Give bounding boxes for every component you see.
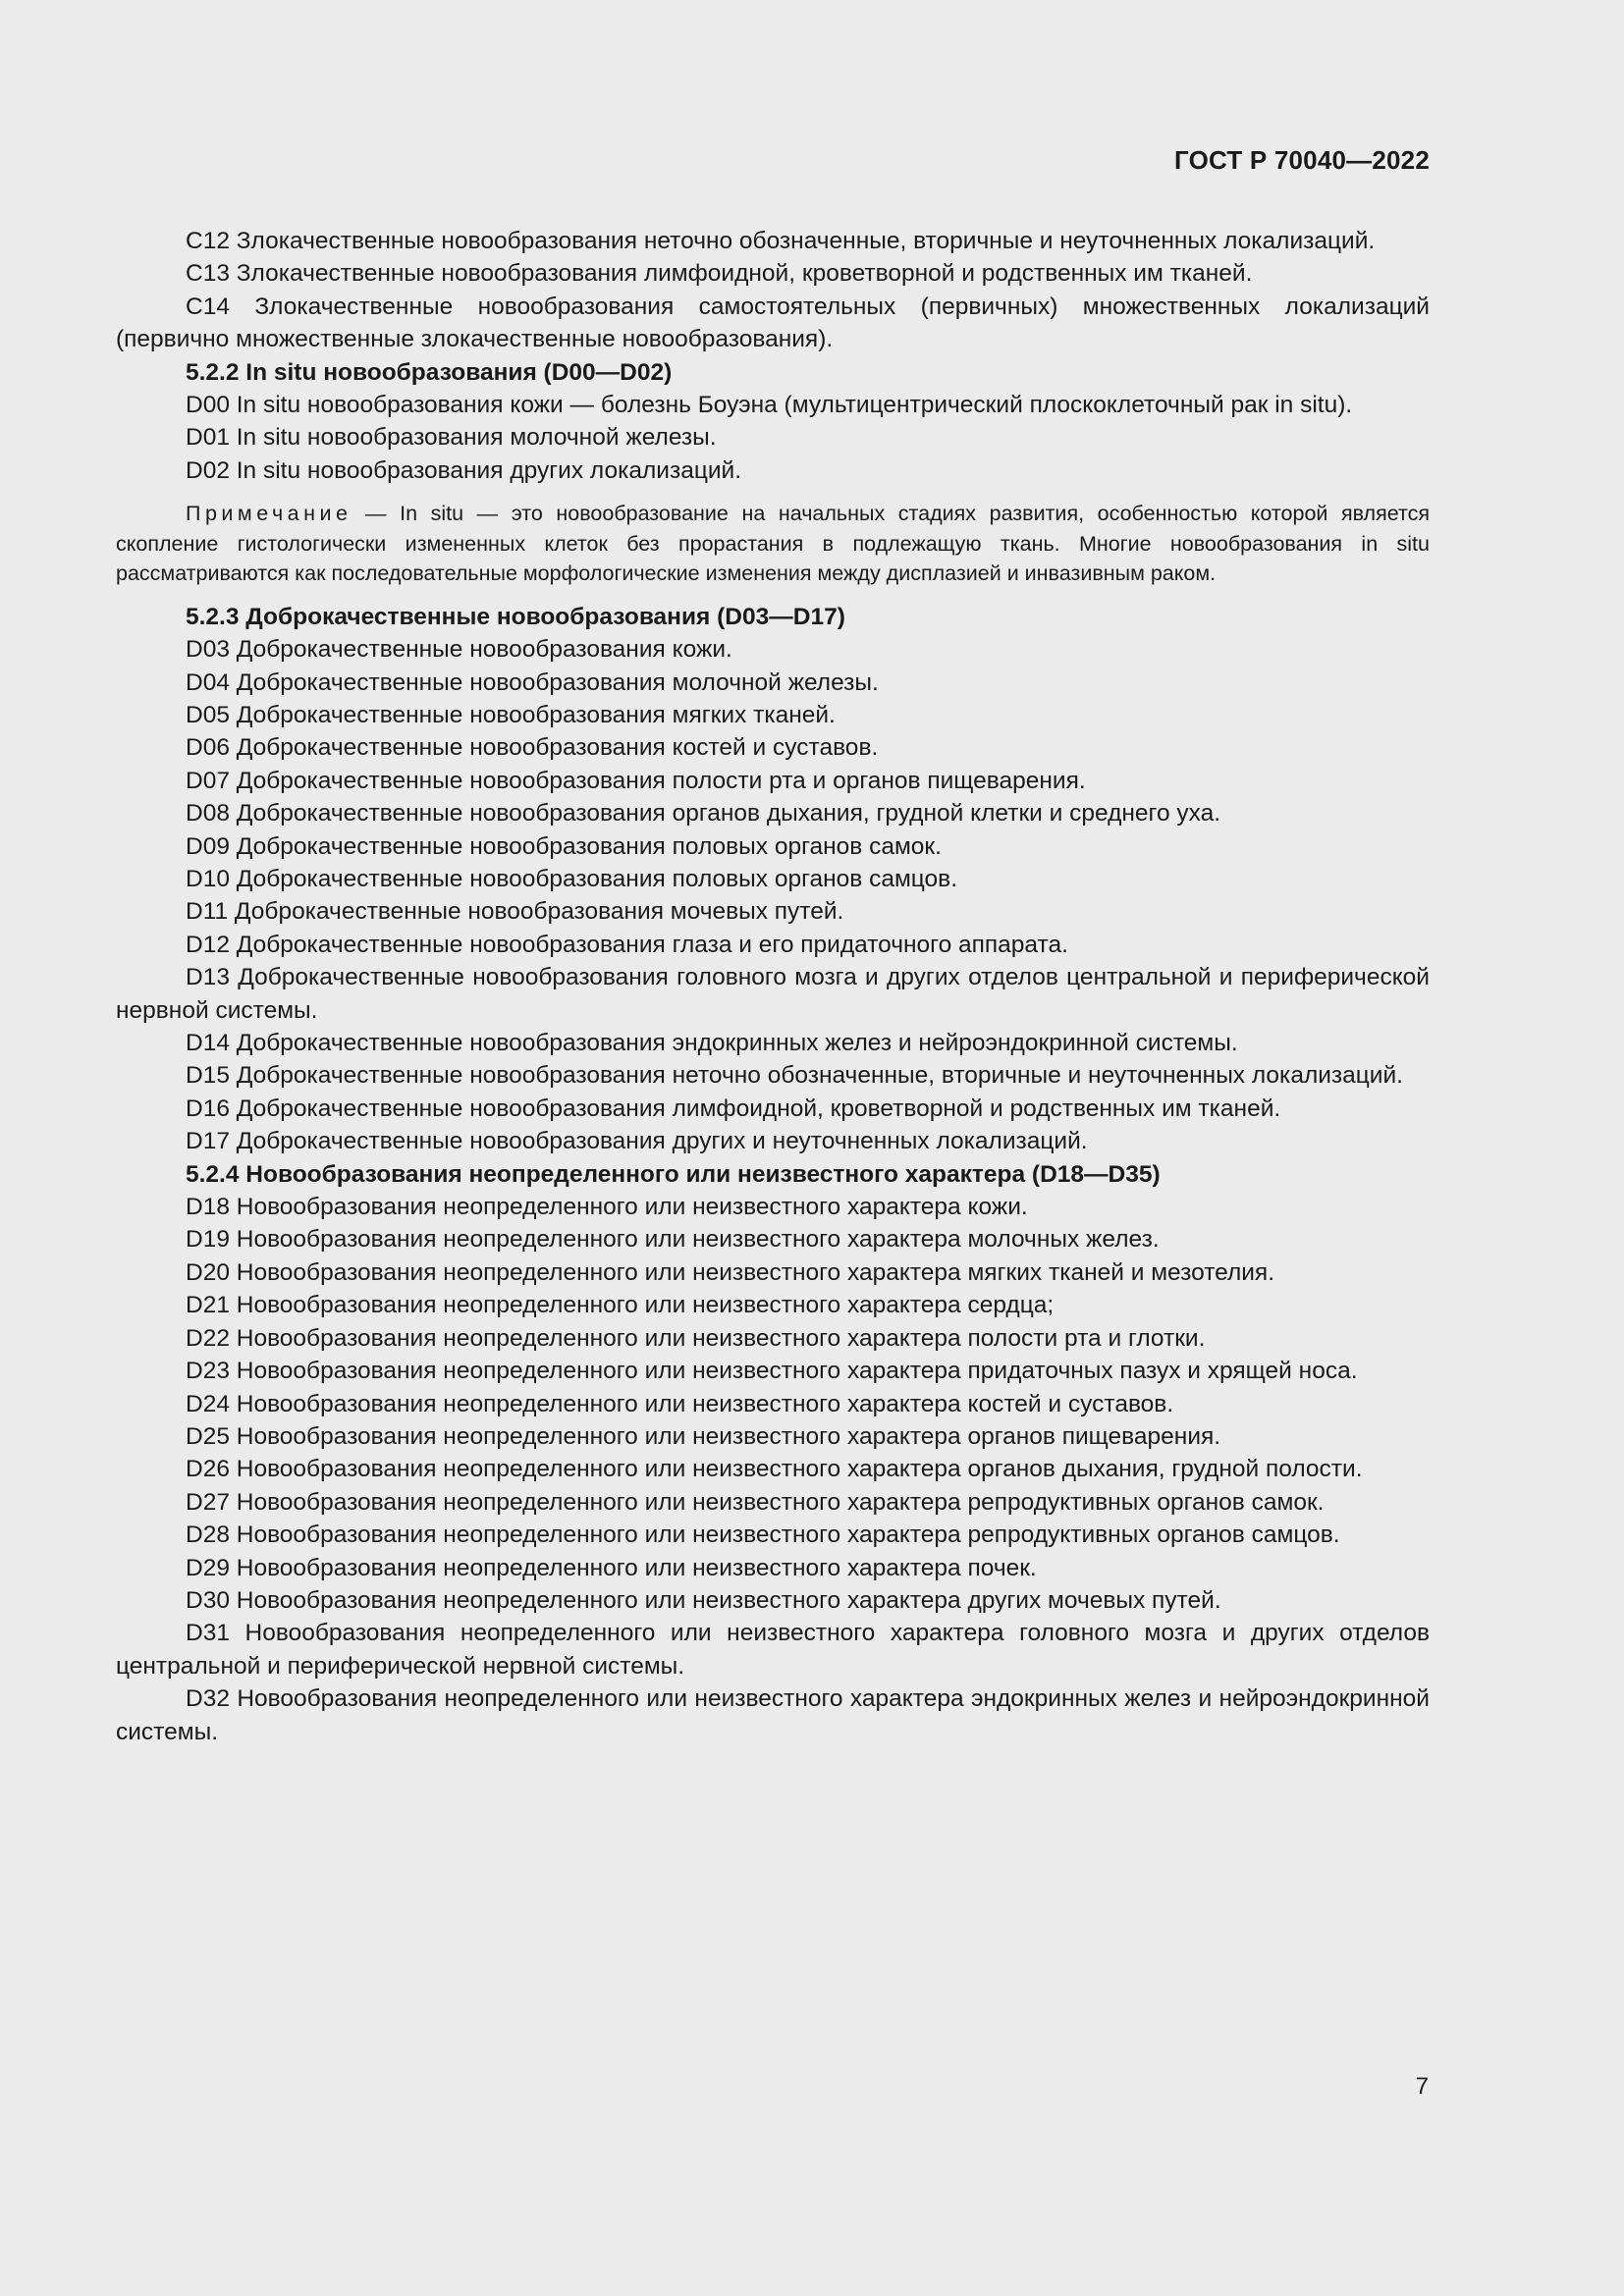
paragraph: D29 Новообразования неопределенного или неизвестного характера почек. bbox=[186, 1554, 1037, 1581]
paragraph: D19 Новообразования неопределенного или неизвестного характера молочных желез. bbox=[186, 1226, 1160, 1254]
paragraph: D08 Доброкачественные новообразования органов дыхания, грудной клетки и среднего уха. bbox=[186, 800, 1221, 828]
paragraph: D01 In situ новообразования молочной железы. bbox=[186, 424, 717, 452]
section-heading: 5.2.4 Новообразования неопределенного или неизвестного характера (D18—D35) bbox=[186, 1160, 1161, 1188]
paragraph: D32 Новообразования неопределенного или неизвестного характера эндокринных желез и нейроэндокринной системы. bbox=[116, 1685, 1430, 1745]
paragraph: D11 Доброкачественные новообразования мочевых путей. bbox=[186, 898, 844, 926]
paragraph: D09 Доброкачественные новообразования половых органов самок. bbox=[186, 832, 942, 860]
paragraph: D07 Доброкачественные новообразования полости рта и органов пищеварения. bbox=[186, 767, 1086, 794]
paragraph: D27 Новообразования неопределенного или неизвестного характера репродуктивных органов самок. bbox=[186, 1488, 1325, 1516]
paragraph: D13 Доброкачественные новообразования головного мозга и других отделов центральной и периферической нервной системы. bbox=[116, 964, 1430, 1024]
document-body bbox=[116, 225, 1430, 1748]
paragraph: D18 Новообразования неопределенного или неизвестного характера кожи. bbox=[186, 1194, 1028, 1221]
paragraph: D20 Новообразования неопределенного или неизвестного характера мягких тканей и мезотелия. bbox=[186, 1258, 1275, 1286]
paragraph: С13 Злокачественные новообразования лимфоидной, кроветворной и родственных им тканей. bbox=[186, 260, 1253, 288]
paragraph: С12 Злокачественные новообразования неточно обозначенные, вторичные и неуточненных локализаций. bbox=[186, 228, 1376, 254]
paragraph: D03 Доброкачественные новообразования кожи. bbox=[186, 636, 732, 664]
paragraph: D25 Новообразования неопределенного или неизвестного характера органов пищеварения. bbox=[186, 1422, 1221, 1450]
document-header: ГОСТ Р 70040—2022 bbox=[1174, 145, 1430, 175]
paragraph: D15 Доброкачественные новообразования неточно обозначенные, вторичные и неуточненных локализаций. bbox=[186, 1062, 1403, 1090]
paragraph: D21 Новообразования неопределенного или неизвестного характера сердца; bbox=[186, 1292, 1055, 1319]
paragraph: D05 Доброкачественные новообразования мягких тканей. bbox=[186, 701, 836, 728]
paragraph: D30 Новообразования неопределенного или неизвестного характера других мочевых путей. bbox=[186, 1586, 1221, 1614]
paragraph: D06 Доброкачественные новообразования костей и суставов. bbox=[186, 734, 879, 762]
paragraph: D31 Новообразования неопределенного или неизвестного характера головного мозга и других отделов центральной и периферической нервной системы. bbox=[116, 1620, 1430, 1680]
section-heading: 5.2.2 In situ новообразования (D00—D02) bbox=[186, 358, 673, 386]
paragraph: С14 Злокачественные новообразования самостоятельных (первичных) множественных локализаций (первично множественные злокачественные новообразования). bbox=[116, 293, 1430, 353]
paragraph: D00 In situ новообразования кожи — болезнь Боуэна (мультицентрический плоскоклеточный рак in situ). bbox=[186, 392, 1353, 419]
paragraph: D28 Новообразования неопределенного или неизвестного характера репродуктивных органов самцов. bbox=[186, 1522, 1340, 1549]
note-label: Примечание bbox=[186, 502, 352, 526]
paragraph: D10 Доброкачественные новообразования половых органов самцов. bbox=[186, 866, 958, 892]
note bbox=[116, 499, 1430, 589]
paragraph: D14 Доброкачественные новообразования эндокринных желез и нейроэндокринной системы. bbox=[186, 1030, 1238, 1057]
paragraph: D16 Доброкачественные новообразования лимфоидной, кроветворной и родственных им тканей. bbox=[186, 1095, 1281, 1122]
paragraph: D12 Доброкачественные новообразования глаза и его придаточного аппарата. bbox=[186, 931, 1068, 958]
paragraph: D22 Новообразования неопределенного или неизвестного характера полости рта и глотки. bbox=[186, 1324, 1206, 1352]
paragraph: D02 In situ новообразования других локализаций. bbox=[186, 456, 742, 484]
paragraph: D04 Доброкачественные новообразования молочной железы. bbox=[186, 668, 879, 696]
paragraph: D23 Новообразования неопределенного или неизвестного характера придаточных пазух и хрящей носа. bbox=[186, 1358, 1358, 1385]
paragraph: D24 Новообразования неопределенного или неизвестного характера костей и суставов. bbox=[186, 1390, 1174, 1417]
section-heading: 5.2.3 Доброкачественные новообразования (D03—D17) bbox=[186, 603, 845, 630]
paragraph: D17 Доброкачественные новообразования других и неуточненных локализаций. bbox=[186, 1128, 1088, 1155]
note-text: — In situ — это новообразование на начальных стадиях развития, особенностью которой является скопление гистологически измененных клеток без прорастания в подлежащую ткань. Многие новообразования in situ рассматриваются как последовательные морфологические изменения между дисплазией и инвазивным раком. bbox=[116, 502, 1430, 586]
page-number: 7 bbox=[1415, 2073, 1429, 2100]
paragraph: D26 Новообразования неопределенного или неизвестного характера органов дыхания, грудной полости. bbox=[186, 1456, 1363, 1483]
